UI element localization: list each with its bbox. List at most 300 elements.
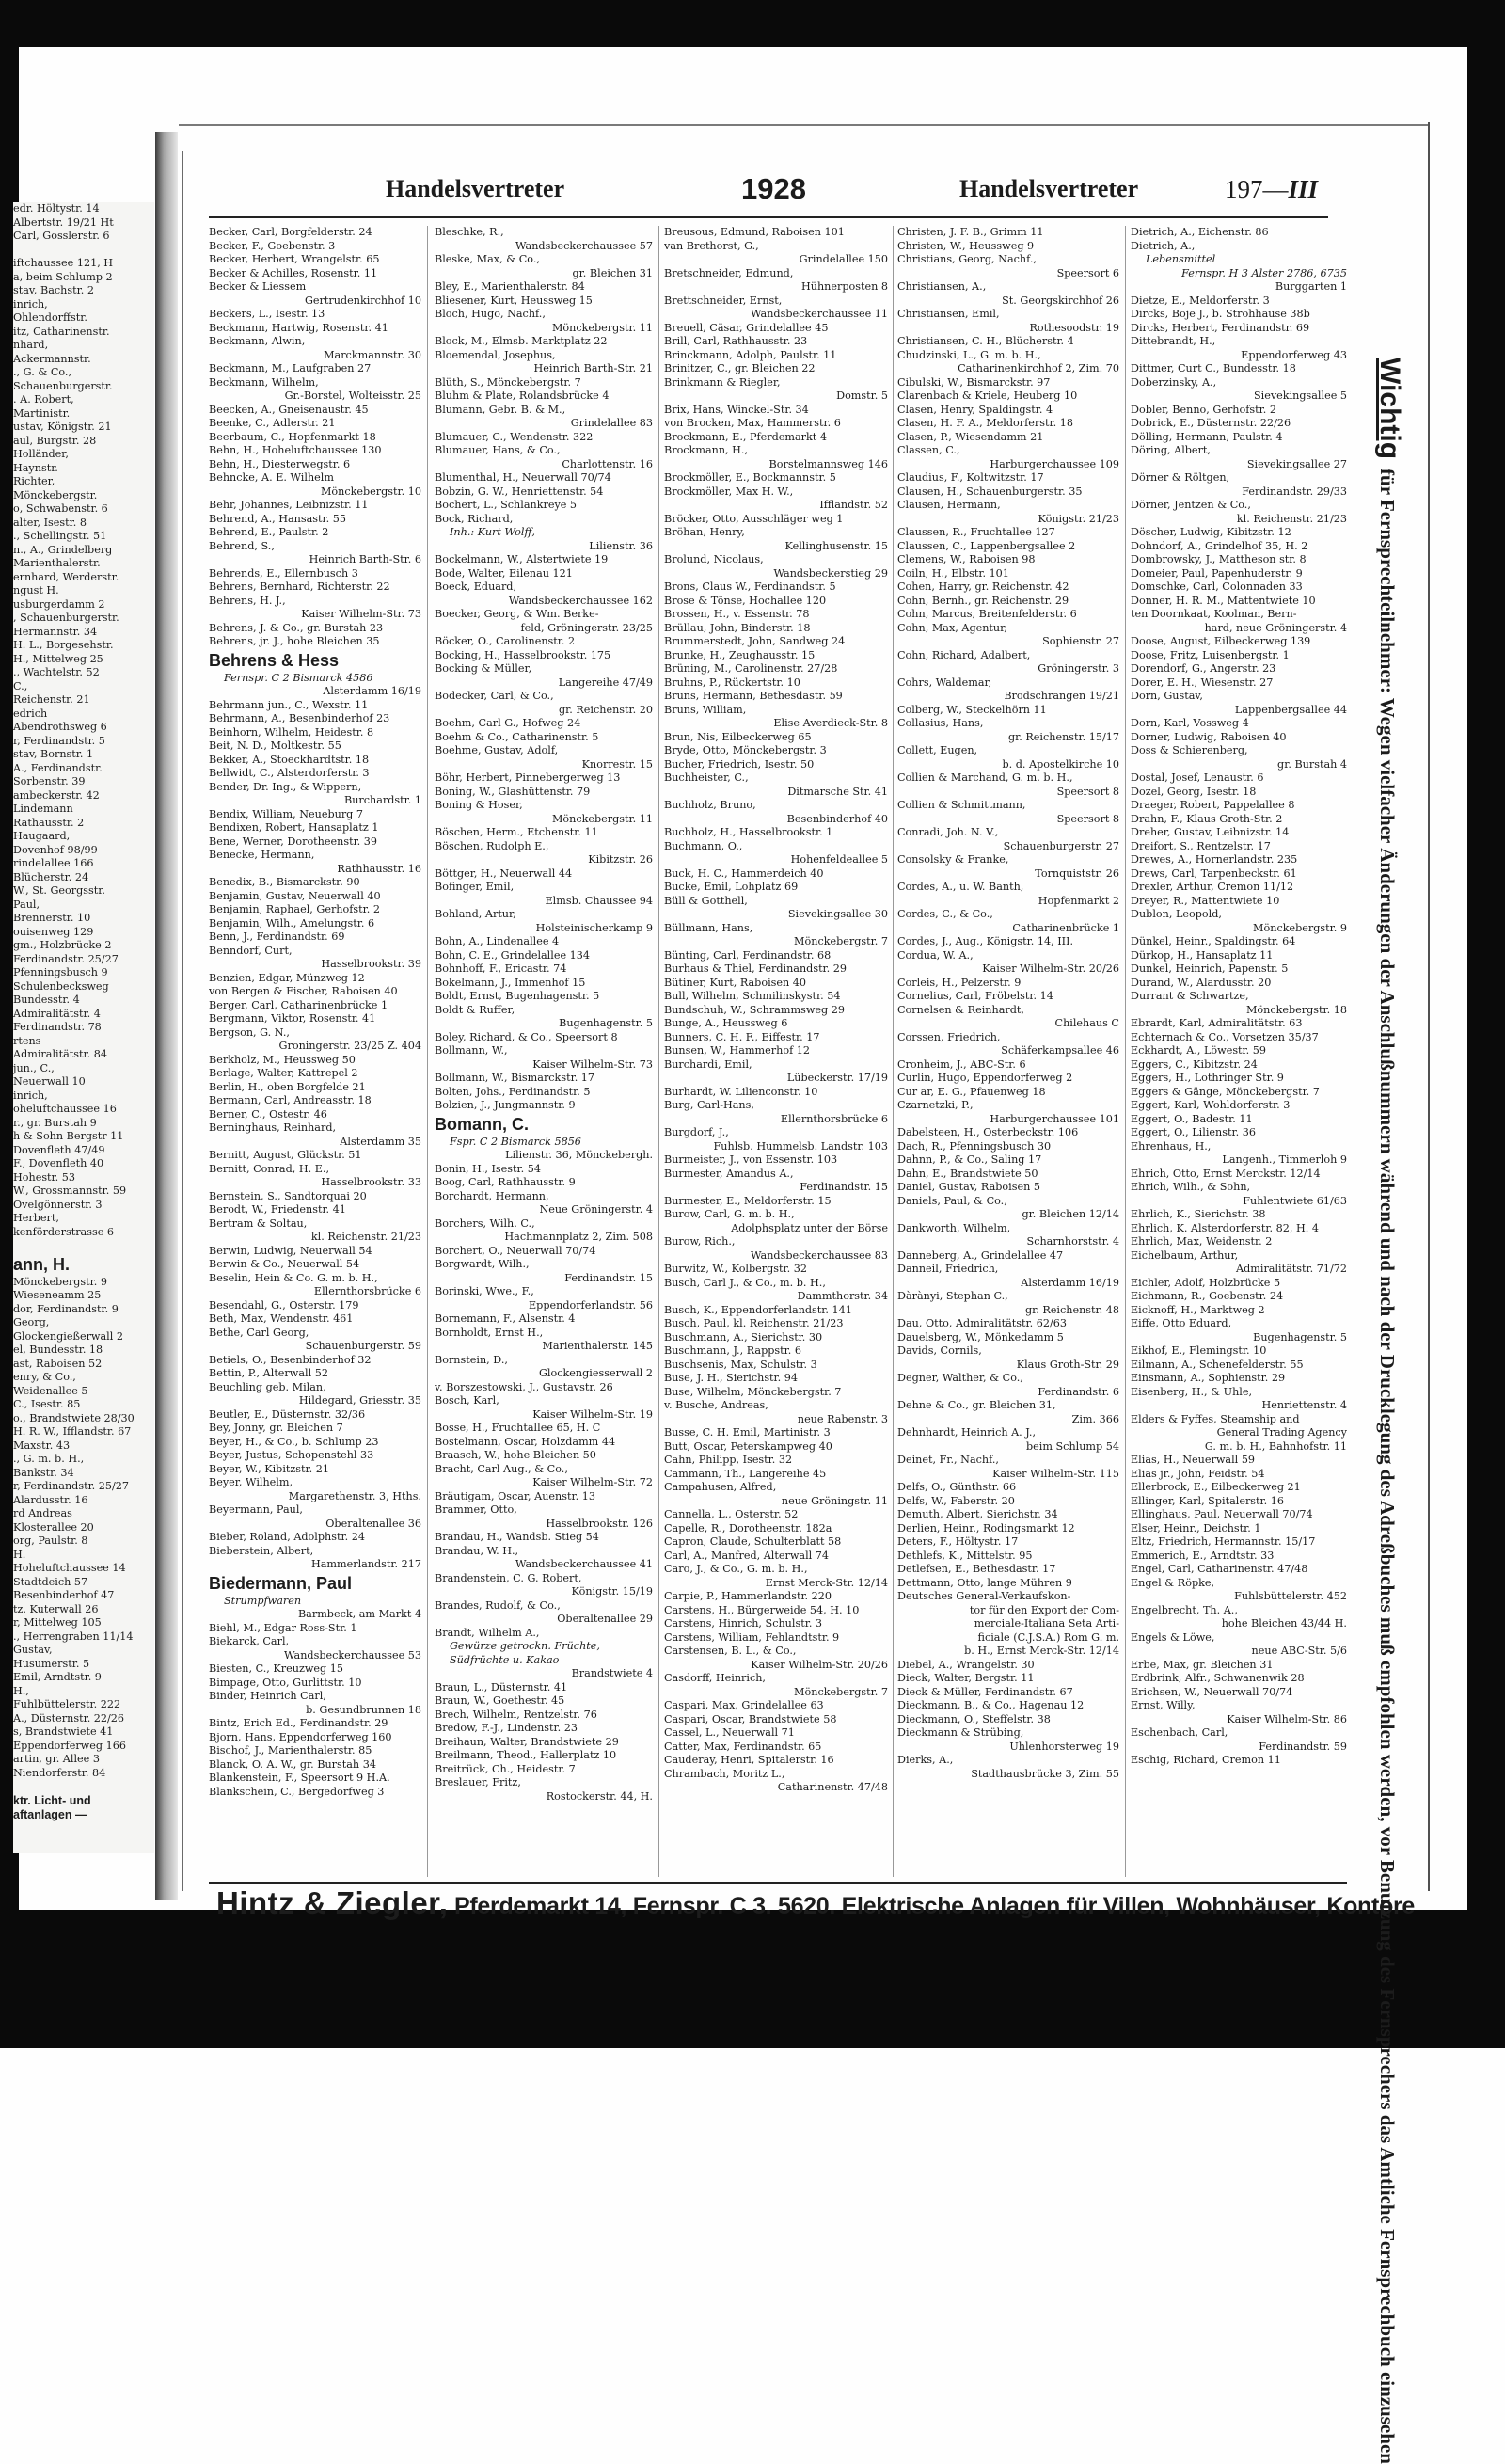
directory-entry: Eggert, Karl, Wohldorferstr. 3: [1131, 1099, 1291, 1111]
directory-entry: Emmerich, E., Arndtstr. 33: [1131, 1549, 1275, 1562]
left-page-line: Gustav,: [13, 1644, 53, 1656]
directory-entry: Dölling, Hermann, Paulstr. 4: [1131, 430, 1283, 443]
directory-entry: Behrend, A., Hansastr. 55: [209, 512, 346, 525]
directory-entry: Bene, Werner, Dorotheenstr. 39: [209, 835, 378, 848]
directory-entry: Blankenstein, F., Speersort 9 H.A.: [209, 1772, 390, 1784]
directory-entry: Dieck & Müller, Ferdinandstr. 67: [897, 1685, 1073, 1698]
directory-entry: Bocking, H., Hasselbrookstr. 175: [435, 648, 611, 661]
left-page-line: h & Sohn Bergstr 11: [13, 1130, 124, 1142]
directory-entry-continuation: Elmsb. Chaussee 94: [545, 894, 653, 907]
advert-rule: [209, 1882, 1347, 1884]
directory-entry-continuation: Sievekingsallee 5: [1253, 389, 1347, 402]
left-page-line: Martinistr.: [13, 406, 71, 420]
left-page-line: Maxstr. 43: [13, 1439, 71, 1452]
directory-entry: Elders & Fyffes, Steamship and: [1131, 1412, 1300, 1425]
directory-entry: Carstens, H., Bürgerweide 54, H. 10: [664, 1603, 860, 1616]
directory-entry: Dach, R., Pfenningsbusch 30: [897, 1139, 1052, 1153]
left-page-line: Mönckebergstr. 9: [13, 1275, 107, 1288]
header-rule: [209, 216, 1328, 218]
directory-entry: Eilmann, A., Schenefelderstr. 55: [1131, 1358, 1304, 1371]
directory-entry: Brummerstedt, John, Sandweg 24: [664, 635, 846, 647]
advert-text: Pferdemarkt 14, Fernspr. C 3. 5620. Elektrische Anlagen für Villen, Wohnhäuser, Kontore: [454, 1893, 1416, 1919]
directory-entry-continuation: Sievekingsallee 27: [1246, 457, 1347, 470]
left-page-line: Pfenningsbusch 9: [13, 966, 108, 978]
left-page-line: oheluftchaussee 16: [13, 1103, 117, 1115]
directory-entry: Cornelsen & Reinhardt,: [897, 1003, 1024, 1016]
directory-entry: Eltz, Friedrich, Hermannstr. 15/17: [1131, 1535, 1316, 1548]
directory-entry-continuation: Burggarten 1: [1275, 280, 1347, 293]
directory-entry: Cohn, Max, Agentur,: [897, 621, 1007, 634]
directory-entry: Brockmöller, E., Bockmannstr. 5: [664, 471, 836, 484]
directory-entry-continuation: kl. Reichenstr. 21/23: [310, 1231, 421, 1243]
left-page-line: tz. Kuterwall 26: [13, 1602, 99, 1615]
left-page-line: , Schauenburgerstr.: [13, 612, 119, 624]
directory-entry-continuation: Wandsbeckerchaussee 162: [508, 594, 653, 607]
left-page-line: [13, 1780, 154, 1794]
directory-entry: Behrens, Bernhard, Richterstr. 22: [209, 580, 390, 593]
left-page-line: Bundesstr. 4: [13, 994, 80, 1006]
left-page-line: Dovenhof 98/99: [13, 843, 98, 856]
directory-entry: Burchardi, Emil,: [664, 1057, 752, 1071]
directory-entry: Biehl, M., Edgar Ross-Str. 1: [209, 1621, 357, 1634]
directory-entry-note: Fernspr. H 3 Alster 2786, 6735: [1181, 266, 1347, 279]
directory-entry: Bettin, P., Alterwall 52: [209, 1367, 328, 1379]
left-page-line: rindelallee 166: [13, 857, 94, 869]
left-page-line: Brennerstr. 10: [13, 912, 91, 924]
directory-entry-continuation: Ferdinandstr. 29/33: [1242, 485, 1347, 498]
left-page-line: stav, Bachstr. 2: [13, 284, 94, 296]
directory-entry: Benjamin, Gustav, Neuerwall 40: [209, 889, 381, 902]
directory-entry: Claussen, C., Lappenbergsallee 2: [897, 539, 1076, 552]
directory-entry-continuation: Adolphsplatz unter der Börse: [731, 1221, 888, 1234]
directory-entry: Dostal, Josef, Lenaustr. 6: [1131, 771, 1264, 784]
directory-column-1: [209, 226, 421, 1877]
directory-entry: Becker, F., Goebenstr. 3: [209, 239, 336, 252]
directory-entry: Bornstein, D.,: [435, 1353, 508, 1366]
directory-entry: Berlage, Walter, Kattrepel 2: [209, 1067, 358, 1079]
vertical-notice: [1371, 358, 1407, 2464]
directory-entry-continuation: Rothesoodstr. 19: [1029, 321, 1119, 334]
directory-entry: Dünkel, Heinr., Spaldingstr. 64: [1131, 935, 1296, 947]
directory-entry: Bütiner, Kurt, Raboisen 40: [664, 976, 807, 989]
directory-entry-continuation: Lappenbergsallee 44: [1234, 703, 1347, 716]
directory-entry: Berner, C., Ostestr. 46: [209, 1107, 327, 1121]
directory-entry: Daniel, Gustav, Raboisen 5: [897, 1181, 1040, 1193]
directory-entry-continuation: Alsterdamm 16/19: [1021, 1276, 1119, 1289]
directory-entry: Biesten, C., Kreuzweg 15: [209, 1662, 344, 1675]
left-page-line: Husumerstr. 5: [13, 1657, 90, 1670]
left-page-line: Blücherstr. 24: [13, 870, 89, 883]
directory-entry: Danneberg, A., Grindelallee 47: [897, 1248, 1064, 1262]
directory-entry: Buck, H. C., Hammerdeich 40: [664, 866, 824, 880]
directory-entry: Cordes, J., Aug., Königstr. 14, III.: [897, 935, 1074, 947]
directory-entry: Bröcker, Otto, Ausschläger weg 1: [664, 512, 844, 525]
directory-entry: Christiansen, Emil,: [897, 308, 1000, 320]
left-page-line: Niendorferstr. 84: [13, 1766, 106, 1779]
directory-entry-continuation: b. d. Apostelkirche 10: [1002, 757, 1119, 771]
directory-entry: v. Borszestowski, J., Gustavstr. 26: [435, 1380, 613, 1393]
directory-entry: Buschsenis, Max, Schulstr. 3: [664, 1358, 817, 1371]
directory-entry: Dorn, Gustav,: [1131, 690, 1203, 702]
directory-entry: Dittmer, Curt C., Bundesstr. 18: [1131, 362, 1296, 374]
directory-entry-continuation: Harburgerchaussee 109: [990, 457, 1119, 470]
directory-entry: Brun, Nis, Eilbeckerweg 65: [664, 730, 812, 743]
directory-entry: Engel, Carl, Catharinenstr. 47/48: [1131, 1563, 1308, 1575]
left-page-line: Emil, Arndtstr. 9: [13, 1671, 102, 1683]
directory-entry: Bonin, H., Isestr. 54: [435, 1162, 541, 1175]
directory-entry: Becker & Liessem: [209, 280, 307, 293]
directory-entry: Dublon, Leopold,: [1131, 908, 1222, 920]
notice-lead: Wichtig: [1374, 358, 1405, 460]
left-page-line: Sorbenstr. 39: [13, 775, 86, 787]
scan-border-bottom: [0, 1910, 1505, 2048]
directory-entry: Dehne & Co., gr. Bleichen 31,: [897, 1399, 1056, 1411]
directory-entry: Delfs, O., Günthstr. 66: [897, 1481, 1017, 1493]
directory-entry-continuation: Gr.-Borstel, Wolteisstr. 25: [284, 389, 421, 402]
directory-entry-continuation: Königstr. 15/19: [571, 1585, 653, 1598]
directory-entry: Böschen, Herm., Etchenstr. 11: [435, 826, 598, 838]
left-page-line: W., Grossmannstr. 59: [13, 1184, 127, 1197]
directory-entry: Brossen, H., v. Essenstr. 78: [664, 608, 810, 620]
directory-entry-continuation: gr. Bleichen 12/14: [1022, 1208, 1119, 1220]
directory-entry: Brons, Claus W., Ferdinandstr. 5: [664, 580, 836, 593]
left-page-line: org, Paulstr. 8: [13, 1534, 88, 1547]
directory-entry: Cornelius, Carl, Fröbelstr. 14: [897, 990, 1054, 1002]
left-page-line: kenförderstrasse 6: [13, 1225, 114, 1238]
left-page-line: Albertstr. 19/21 Ht: [13, 215, 114, 229]
directory-entry: Brose & Tönse, Hochallee 120: [664, 594, 827, 607]
directory-entry-continuation: Charlottenstr. 16: [562, 457, 653, 470]
directory-entry: Deters, F., Höltystr. 17: [897, 1535, 1019, 1548]
directory-entry: Bornholdt, Ernst H.,: [435, 1326, 544, 1339]
directory-entry: Berninghaus, Reinhard,: [209, 1121, 337, 1134]
left-page-line: Lindemann: [13, 803, 73, 815]
directory-entry: Eggert, O., Badestr. 11: [1131, 1112, 1253, 1125]
directory-entry: Dahnn, P., & Co., Saling 17: [897, 1153, 1042, 1166]
directory-entry: Ehrlich, K., Sierichstr. 38: [1131, 1208, 1266, 1220]
column-divider: [893, 226, 894, 1877]
directory-entry: Consolsky & Franke,: [897, 853, 1009, 866]
directory-entry-note: Lebensmittel: [1146, 253, 1216, 265]
directory-entry: Bieber, Roland, Adolphstr. 24: [209, 1531, 365, 1543]
left-page-line: Holländer,: [13, 448, 69, 460]
directory-entry: Betiels, O., Besenbinderhof 32: [209, 1353, 372, 1366]
directory-entry: Blumauer, C., Wendenstr. 322: [435, 430, 594, 443]
directory-entry: Engel & Röpke,: [1131, 1576, 1215, 1589]
left-page-line: a, beim Schlump 2: [13, 270, 113, 283]
directory-entry: Dörner, Jentzen & Co.,: [1131, 499, 1251, 511]
directory-entry: Bochert, L., Schlankreye 5: [435, 499, 578, 511]
directory-entry: Deutsches General-Verkaufskon-: [897, 1590, 1071, 1602]
directory-entry: Bosse, H., Fruchtallee 65, H. C: [435, 1422, 601, 1434]
directory-entry: Dircks, Boje J., b. Strohhause 38b: [1131, 308, 1310, 320]
directory-entry: Braasch, W., hohe Bleichen 50: [435, 1449, 596, 1461]
directory-entry: Dau, Otto, Admiralitätstr. 62/63: [897, 1317, 1067, 1329]
left-page-line: Admiralitätstr. 4: [13, 1007, 101, 1020]
directory-entry: Campahusen, Alfred,: [664, 1481, 777, 1493]
directory-entry: Carstens, William, Fehlandtstr. 9: [664, 1630, 840, 1644]
directory-entry: Boecker, Georg, & Wm. Berke-: [435, 608, 599, 620]
directory-entry-continuation: Wandsbeckerchaussee 41: [515, 1558, 653, 1570]
directory-entry: Eschig, Richard, Cremon 11: [1131, 1754, 1281, 1766]
left-page-line: iftchaussee 121, H: [13, 257, 114, 269]
directory-entry: Braun, W., Goethestr. 45: [435, 1694, 565, 1707]
directory-entry: Drewes, A., Hornerlandstr. 235: [1131, 853, 1298, 866]
directory-entry-continuation: Mönckebergstr. 11: [551, 321, 653, 334]
directory-entry-continuation: Eppendorferlandstr. 56: [529, 1298, 653, 1311]
directory-entry: Bruns, William,: [664, 703, 747, 716]
directory-entry: Bendixen, Robert, Hansaplatz 1: [209, 821, 379, 834]
directory-entry: Bokelmann, J., Immenhof 15: [435, 976, 586, 989]
left-page-line: usburgerdamm 2: [13, 597, 105, 611]
directory-entry-continuation: merciale-Italiana Seta Arti-: [974, 1617, 1119, 1629]
directory-entry: Böcker, O., Carolinenstr. 2: [435, 635, 576, 647]
directory-entry: Beecken, A., Gneisenaustr. 45: [209, 403, 369, 416]
directory-entry: Ebrardt, Karl, Admiralitätstr. 63: [1131, 1017, 1303, 1029]
directory-entry: Breitrück, Ch., Heidestr. 7: [435, 1762, 576, 1775]
directory-entry: Dahn, E., Brandstwiete 50: [897, 1167, 1038, 1180]
directory-entry: Dettmann, Otto, lange Mühren 9: [897, 1576, 1072, 1589]
left-page-line: Fuhlbüttelerstr. 222: [13, 1698, 121, 1710]
directory-entry: Döscher, Ludwig, Kibitzstr. 12: [1131, 526, 1291, 538]
directory-entry: Doss & Schierenberg,: [1131, 744, 1248, 756]
directory-entry-continuation: Wandsbeckerchaussee 57: [515, 239, 653, 252]
directory-entry-continuation: gr. Reichenstr. 15/17: [1007, 730, 1119, 743]
left-page-line: r., gr. Burstah 9: [13, 1116, 97, 1129]
left-page-line: Abendrothsweg 6: [13, 721, 107, 733]
directory-entry: Borinski, Wwe., F.,: [435, 1285, 534, 1297]
directory-entry: Drews, Carl, Tarpenbeckstr. 61: [1131, 866, 1297, 880]
directory-entry-continuation: Sophienstr. 27: [1042, 635, 1119, 647]
directory-entry: Berger, Carl, Catharinenbrücke 1: [209, 998, 388, 1011]
directory-entry: v. Busche, Andreas,: [664, 1399, 768, 1411]
directory-entry-continuation: Hohenfeldeallee 5: [790, 853, 888, 866]
directory-entry: Bohnhoff, F., Ericastr. 74: [435, 962, 567, 975]
directory-entry: Dieck, Walter, Bergstr. 11: [897, 1672, 1035, 1684]
directory-entry: Detlefsen, E., Bethesdastr. 17: [897, 1563, 1056, 1575]
directory-entry: Delfs, W., Faberstr. 20: [897, 1494, 1015, 1507]
directory-entry: Dörner & Röltgen,: [1131, 471, 1230, 484]
directory-entry: Behncke, A. E. Wilhelm: [209, 471, 334, 484]
page-number: 197—III: [1225, 175, 1319, 203]
directory-entry: Cohn, Richard, Adalbert,: [897, 648, 1031, 661]
directory-entry-continuation: Wandsbeckerchaussee 83: [751, 1248, 888, 1262]
directory-entry-note: Gewürze getrockn. Früchte,: [450, 1640, 600, 1652]
directory-entry: Collien & Marchand, G. m. b. H.,: [897, 771, 1073, 784]
directory-entry: Doose, Fritz, Luisenbergstr. 1: [1131, 648, 1290, 661]
directory-entry: Ellerbrock, E., Eilbeckerweg 21: [1131, 1481, 1301, 1493]
directory-entry-continuation: gr. Reichenstr. 48: [1024, 1303, 1119, 1316]
directory-column-5: [1131, 226, 1347, 1877]
left-page-line: ann, H.: [13, 1254, 71, 1274]
left-page-line: inrich,: [13, 297, 48, 310]
directory-entry: von Bergen & Fischer, Raboisen 40: [209, 985, 398, 997]
directory-entry: Brockmöller, Max H. W.,: [664, 485, 794, 498]
directory-entry-continuation: Mönckebergstr. 7: [794, 935, 888, 947]
directory-entry-continuation: neue ABC-Str. 5/6: [1251, 1645, 1347, 1657]
directory-entry: Carpie, P., Hammerlandstr. 220: [664, 1590, 832, 1602]
directory-entry: Bunsen, W., Hammerhof 12: [664, 1044, 811, 1057]
directory-entry-continuation: beim Schlump 54: [1025, 1439, 1119, 1453]
directory-entry: Carstensen, B. L., & Co.,: [664, 1645, 797, 1657]
directory-entry-continuation: Königstr. 21/23: [1038, 512, 1119, 525]
directory-entry-continuation: Catharinenkirchhof 2, Zim. 70: [958, 362, 1119, 374]
directory-entry-continuation: Ferdinandstr. 59: [1259, 1740, 1347, 1753]
directory-entry: Brandenstein, C. G. Robert,: [435, 1571, 582, 1584]
directory-entry-note: Südfrüchte u. Kakao: [450, 1653, 560, 1666]
directory-entry: Echternach & Co., Vorsetzen 35/37: [1131, 1030, 1319, 1043]
directory-entry: Bernitt, August, Glückstr. 51: [209, 1149, 362, 1161]
directory-entry: Bröhan, Henry,: [664, 526, 745, 538]
directory-entry: Bruhns, P., Rückertstr. 10: [664, 676, 800, 689]
directory-entry-continuation: Schäferkampsallee 46: [1001, 1044, 1119, 1057]
directory-entry: Bleske, Max, & Co.,: [435, 253, 540, 265]
directory-entry: Eggers, C., Kibitzstr. 24: [1131, 1057, 1258, 1071]
directory-entry: Dierks, A.,: [897, 1754, 954, 1766]
directory-entry: Dorner, Ludwig, Raboisen 40: [1131, 730, 1287, 743]
directory-entry-continuation: Ferdinandstr. 15: [564, 1271, 653, 1284]
directory-entry: Böttger, H., Neuerwall 44: [435, 866, 573, 880]
directory-entry: Boldt & Ruffer,: [435, 1003, 515, 1016]
directory-entry: Braun, L., Düsternstr. 41: [435, 1680, 568, 1693]
directory-entry: Cauderay, Henri, Spitalerstr. 16: [664, 1754, 834, 1766]
left-page-line: Ohlendorffstr.: [13, 311, 87, 324]
directory-entry: Demuth, Albert, Sierichstr. 34: [897, 1508, 1058, 1520]
directory-entry: Bollmann, W.,: [435, 1044, 508, 1057]
directory-entry-continuation: Eppendorferweg 43: [1241, 348, 1347, 361]
directory-entry: Collett, Eugen,: [897, 744, 978, 756]
directory-entry-continuation: Burchardstr. 1: [343, 794, 421, 806]
left-page-line: [13, 244, 154, 258]
directory-entry: Christians, Georg, Nachf.,: [897, 253, 1037, 265]
left-page-line: n., A., Grindelberg: [13, 543, 113, 556]
directory-entry: Busch, Carl J., & Co., m. b. H.,: [664, 1276, 826, 1289]
directory-entry: Bolzien, J., Jungmannstr. 9: [435, 1099, 576, 1111]
directory-entry-continuation: Rathhausstr. 16: [337, 862, 421, 875]
directory-entry: Brockmann, H.,: [664, 444, 749, 456]
directory-entry: Bucher, Friedrich, Isestr. 50: [664, 757, 815, 771]
running-head-right: Handelsvertreter: [959, 175, 1139, 202]
directory-entry-continuation: Ferdinandstr. 15: [800, 1181, 888, 1193]
left-page-line: nhard,: [13, 339, 49, 351]
directory-entry: Eschenbach, Carl,: [1131, 1726, 1228, 1739]
directory-entry: Curlin, Hugo, Eppendorferweg 2: [897, 1072, 1073, 1084]
directory-entry: Claussen, R., Fruchtallee 127: [897, 526, 1055, 538]
left-page-line: Herbert,: [13, 1212, 59, 1224]
left-page-line: Georg,: [13, 1316, 50, 1328]
left-page-line: Stadtdeich 57: [13, 1575, 88, 1588]
left-page-line: jun., C.,: [13, 1061, 55, 1074]
left-page-line: itz, Catharinenstr.: [13, 325, 110, 338]
directory-entry-continuation: Schauenburgerstr. 27: [1003, 839, 1119, 852]
directory-entry: Capron, Claude, Schulterblatt 58: [664, 1535, 842, 1548]
directory-entry: Bollmann, W., Bismarckstr. 17: [435, 1072, 595, 1084]
directory-entry: Burhaus & Thiel, Ferdinandstr. 29: [664, 962, 848, 975]
directory-entry-continuation: Admiralitätstr. 71/72: [1236, 1263, 1347, 1275]
directory-entry: Behrend, E., Paulstr. 2: [209, 526, 329, 538]
directory-entry: Ehrich, Wilh., & Sohn,: [1131, 1181, 1251, 1193]
directory-entry: Boog, Carl, Rathhausstr. 9: [435, 1176, 576, 1188]
directory-entry: Beckmann, M., Laufgraben 27: [209, 362, 372, 374]
directory-entry: Dorendorf, G., Angerstr. 23: [1131, 662, 1276, 675]
directory-entry-continuation: Kaiser Wilhelm-Str. 20/26: [982, 962, 1119, 975]
directory-entry-continuation: Rostockerstr. 44, H.: [546, 1789, 653, 1803]
directory-entry: Ehrlich, K. Alsterdorferstr. 82, H. 4: [1131, 1221, 1319, 1234]
directory-entry: Bekker, A., Stoeckhardtstr. 18: [209, 753, 370, 766]
directory-entry: Elias, H., Neuerwall 59: [1131, 1454, 1256, 1466]
directory-entry: Christen, J. F. B., Grimm 11: [897, 226, 1044, 238]
directory-entry: Carstens, Hinrich, Schulstr. 3: [664, 1617, 823, 1629]
directory-entry: Becker & Achilles, Rosenstr. 11: [209, 266, 378, 279]
directory-entry: Bodecker, Carl, & Co.,: [435, 690, 554, 702]
directory-entry-continuation: Ferdinandstr. 6: [1038, 1385, 1119, 1398]
directory-entry-continuation: Hasselbrookstr. 126: [546, 1517, 653, 1530]
directory-entry-continuation: Fuhlsbüttelerstr. 452: [1234, 1590, 1347, 1602]
directory-entry: Bermann, Carl, Andreasstr. 18: [209, 1094, 372, 1106]
directory-entry-continuation: Fuhlsb. Hummelsb. Landstr. 103: [713, 1139, 888, 1153]
directory-entry: Beth, Max, Wendenstr. 461: [209, 1312, 354, 1325]
directory-entry: Doberzinsky, A.,: [1131, 375, 1217, 389]
left-page-line: Mönckebergstr.: [13, 488, 98, 501]
directory-entry: Bey, Jonny, gr. Bleichen 7: [209, 1422, 343, 1434]
directory-entry: Bostelmann, Oscar, Holzdamm 44: [435, 1435, 616, 1448]
directory-entry: Burmeister, J., von Essenstr. 103: [664, 1153, 838, 1166]
directory-entry-continuation: hard, neue Gröningerstr. 4: [1204, 621, 1347, 634]
left-page-line: . A. Robert,: [13, 393, 74, 405]
directory-entry: Bunge, A., Heussweg 6: [664, 1017, 788, 1029]
directory-entry: Behn, H., Hoheluftchaussee 130: [209, 444, 382, 456]
directory-entry: Cohen, Harry, gr. Reichenstr. 42: [897, 580, 1069, 593]
directory-entry: Eichelbaum, Arthur,: [1131, 1248, 1239, 1262]
directory-entry-note: Fernspr. C 2 Bismarck 4586: [224, 671, 373, 684]
page-left-edge: [182, 151, 183, 1891]
directory-entry: Breusous, Edmund, Raboisen 101: [664, 226, 845, 238]
directory-entry: Cohrs, Waldemar,: [897, 676, 992, 689]
directory-entry: Behr, Johannes, Leibnizstr. 11: [209, 499, 369, 511]
directory-entry-featured: Bomann, C.: [435, 1114, 530, 1134]
directory-entry: Biekarck, Carl,: [209, 1635, 290, 1647]
directory-entry: Durand, W., Alardusstr. 20: [1131, 976, 1272, 989]
directory-entry-continuation: Sievekingsallee 30: [787, 908, 888, 920]
directory-entry: Brunke, H., Zeughausstr. 15: [664, 648, 816, 661]
directory-entry: Dieckmann & Strübing,: [897, 1726, 1024, 1739]
directory-entry-continuation: Barmbeck, am Markt 4: [297, 1608, 421, 1620]
directory-entry-continuation: Kaiser Wilhelm-Str. 115: [992, 1467, 1119, 1480]
directory-entry-continuation: Marckmannstr. 30: [324, 348, 421, 361]
directory-entry: Dabelsteen, H., Osterbeckstr. 106: [897, 1126, 1079, 1138]
left-page-line: enry, & Co.,: [13, 1371, 76, 1383]
directory-entry: Benndorf, Curt,: [209, 944, 293, 957]
directory-entry-continuation: ficiale (C.J.S.A.) Rom G. m.: [977, 1630, 1119, 1644]
directory-entry: Dethlefs, K., Mittelstr. 95: [897, 1549, 1033, 1562]
directory-entry: Dehnhardt, Heinrich A. J.,: [897, 1426, 1037, 1439]
directory-entry: Blüth, S., Mönckebergstr. 7: [435, 375, 581, 389]
directory-entry-continuation: Lübeckerstr. 17/19: [786, 1072, 888, 1084]
left-page-line: o, Schwabenstr. 6: [13, 502, 108, 515]
directory-entry: Burmester, Amandus A.,: [664, 1167, 794, 1180]
left-page-line: ., G. m. b. H.,: [13, 1453, 85, 1465]
directory-entry: Coiln, H., Elbstr. 101: [897, 566, 1009, 580]
directory-entry: Cur ar, E. G., Pfauenweg 18: [897, 1085, 1046, 1098]
directory-entry: Ernst, Willy,: [1131, 1699, 1196, 1711]
left-page-line: Hoheluftchaussee 14: [13, 1562, 126, 1574]
directory-entry: Breilmann, Theod., Hallerplatz 10: [435, 1749, 617, 1761]
directory-entry: Doose, August, Eilbeckerweg 139: [1131, 635, 1311, 647]
directory-entry-continuation: Heinrich Barth-Str. 6: [309, 553, 421, 565]
directory-entry: Dohndorf, A., Grindelhof 35, H. 2: [1131, 539, 1308, 552]
directory-entry: Dankworth, Wilhelm,: [897, 1221, 1011, 1234]
directory-entry: Bluhm & Plate, Rolandsbrücke 4: [435, 389, 610, 402]
